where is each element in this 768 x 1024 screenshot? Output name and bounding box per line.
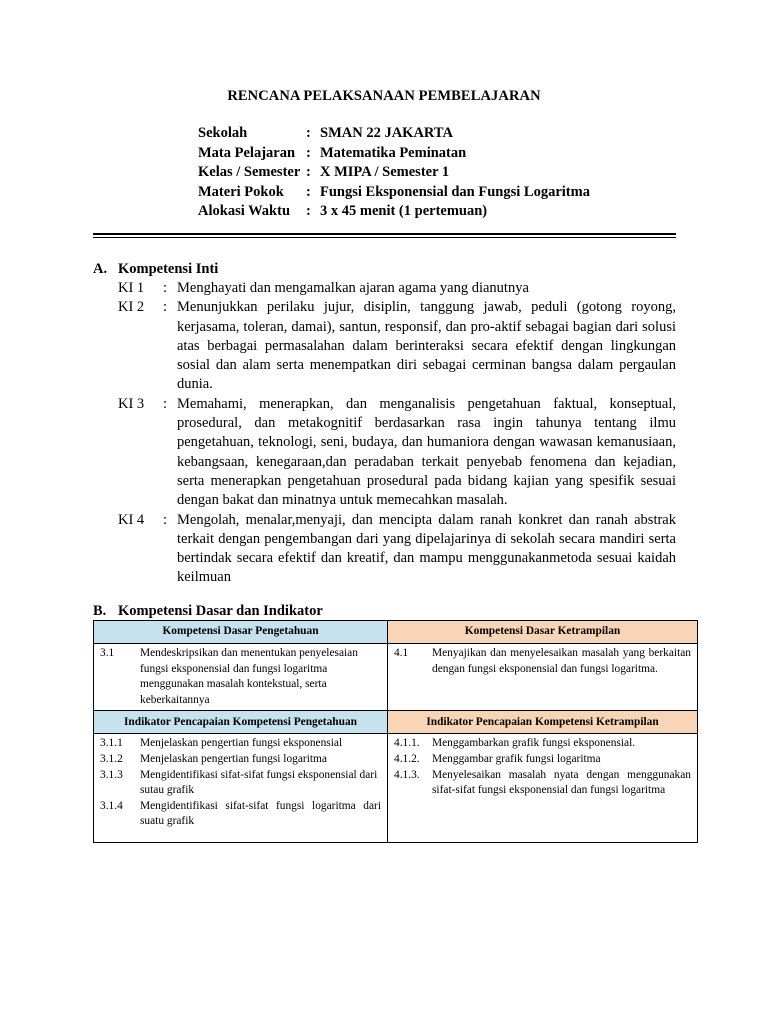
ki-label: KI 4: [118, 511, 145, 528]
table-row: [94, 734, 698, 843]
ki-text: Mengolah, menalar,menyaji, dan mencipta dalam ranah konkret dan ranah abstrak terkait dengan pengembangan dari yang dipelajarinya di sekolah secara mandiri serta bertindak secara efektif dan kreatif, dan mampu menggunakanmetoda sesuai kaidah keilmuan: [177, 511, 676, 586]
document-title: RENCANA PELAKSANAAN PEMBELAJARAN: [227, 88, 541, 104]
item-text: Menyelesaikan masalah nyata dengan menggunakan sifat-sifat fungsi eksponensial dan fungsi logaritma: [432, 768, 691, 797]
kd-ketrampilan-cell: [388, 644, 698, 711]
info-label: Mata Pelajaran: [198, 144, 296, 161]
item-text: Mengidentifikasi sifat-sifat fungsi logaritma dari suatu grafik: [140, 799, 381, 828]
ki-item: [93, 395, 676, 511]
ki-label: KI 1: [118, 280, 145, 296]
list-item: [100, 799, 381, 830]
info-colon: :: [306, 125, 311, 141]
ki-item: [93, 511, 676, 588]
info-row-sekolah: [198, 124, 590, 144]
item-text: Menggambar grafik fungsi logaritma: [432, 752, 601, 765]
ki-colon: :: [163, 299, 168, 316]
divider-thick: [93, 233, 676, 235]
list-item: [100, 768, 381, 799]
item-number: 4.1.2.: [394, 752, 420, 765]
info-value: SMAN 22 JAKARTA: [320, 125, 453, 141]
ki-colon: :: [163, 280, 168, 296]
identity-block: [198, 124, 590, 222]
ki-text: Menunjukkan perilaku jujur, disiplin, tanggung jawab, peduli (gotong royong, kerjasama, toleran, damai), santun, responsif, dan pro-aktif sebagai bagian dari solusi atas berbagai permasalahan dalam berinteraksi secara efektif dengan lingkungan sosial dan alam serta menempatkan diri sebagai cerminan bangsa dalam pergaulan dunia.: [177, 299, 676, 393]
table-row: [94, 621, 698, 644]
item-number: 4.1: [394, 647, 409, 659]
item-number: 3.1.3: [100, 768, 123, 781]
list-item: [100, 736, 381, 752]
item-text: Menjelaskan pengertian fungsi logaritma: [140, 752, 327, 765]
kd-pengetahuan-cell: [94, 644, 388, 711]
ki-label: KI 2: [118, 299, 145, 316]
ipk-pengetahuan-header: Indikator Pencapaian Kompetensi Pengetahuan: [94, 711, 388, 734]
info-colon: :: [306, 144, 311, 161]
item-text: Menjelaskan pengertian fungsi eksponensial: [140, 737, 343, 750]
section-letter: A.: [93, 261, 108, 277]
section-letter: B.: [93, 603, 107, 619]
info-row-mata-pelajaran: [198, 144, 590, 164]
table-row: [94, 644, 698, 711]
kd-ketrampilan-header: Kompetensi Dasar Ketrampilan: [388, 621, 698, 644]
section-kompetensi-inti: [93, 260, 676, 588]
table-row: [94, 711, 698, 734]
item-number: 3.1.2: [100, 752, 123, 765]
item-number: 3.1.4: [100, 799, 123, 812]
ki-item: [93, 298, 676, 394]
list-item: [100, 752, 381, 768]
ki-label: KI 3: [118, 395, 145, 412]
kd-pengetahuan-header: Kompetensi Dasar Pengetahuan: [94, 621, 388, 644]
section-title: Kompetensi Dasar dan Indikator: [118, 603, 323, 619]
item-text: Menggambarkan grafik fungsi eksponensial.: [432, 737, 636, 750]
item-text: Menyajikan dan menyelesaikan masalah yang berkaitan dengan fungsi eksponensial dan fungsi logaritma.: [432, 647, 691, 675]
ki-colon: :: [163, 395, 168, 412]
item-number: 3.1.1: [100, 737, 123, 750]
info-value: 3 x 45 menit (1 pertemuan): [320, 203, 488, 219]
info-value: Matematika Peminatan: [320, 144, 467, 161]
section-kompetensi-dasar: [93, 602, 323, 621]
divider-thin: [93, 237, 676, 238]
info-row-materi-pokok: [198, 183, 590, 203]
ipk-pengetahuan-cell: [94, 734, 388, 843]
item-text: Mengidentifikasi sifat-sifat fungsi eksponensial dari sutau grafik: [140, 768, 378, 797]
info-colon: :: [306, 183, 311, 200]
item-text: Mendeskripsikan dan menentukan penyelesaian fungsi eksponensial dan fungsi logaritma menggunakan masalah kontekstual, serta keberkaitannya: [140, 647, 358, 706]
info-label: Materi Pokok: [198, 183, 284, 200]
ki-colon: :: [163, 511, 168, 528]
list-item: [394, 646, 691, 677]
ipk-ketrampilan-header: Indikator Pencapaian Kompetensi Ketrampilan: [388, 711, 698, 734]
list-item: [100, 646, 381, 708]
info-label: Kelas / Semester: [198, 164, 301, 180]
section-heading: [93, 602, 323, 621]
item-number: 4.1.3.: [394, 768, 420, 781]
ki-item: [93, 279, 676, 298]
kompetensi-table: [93, 620, 698, 843]
list-item: [394, 768, 691, 799]
info-row-kelas-semester: [198, 163, 590, 183]
ki-text: Menghayati dan mengamalkan ajaran agama yang dianutnya: [177, 280, 529, 296]
info-label: Sekolah: [198, 125, 248, 141]
item-number: 3.1: [100, 647, 115, 659]
list-item: [394, 752, 691, 768]
info-value: Fungsi Eksponensial dan Fungsi Logaritma: [320, 183, 590, 200]
info-colon: :: [306, 203, 311, 219]
section-heading: [93, 260, 676, 279]
list-item: [394, 736, 691, 752]
info-label: Alokasi Waktu: [198, 203, 291, 219]
info-colon: :: [306, 164, 311, 180]
ki-text: Memahami, menerapkan, dan menganalisis pengetahuan faktual, konseptual, prosedural, dan metakognitif berdasarkan rasa ingin tahunya tentang ilmu pengetahuan, teknologi, seni, budaya, dan humaniora dengan wawasan kemanusiaan, kebangsaan, kenegaraan,dan peradaban terkait penyebab fenomena dan kejadian, serta menerapkan pengetahuan prosedural pada bidang kajian yang spesifik sesuai dengan bakat dan minatnya untuk memecahkan masalah.: [177, 395, 676, 509]
info-row-alokasi-waktu: [198, 202, 590, 222]
info-value: X MIPA / Semester 1: [320, 164, 450, 180]
ipk-ketrampilan-cell: [388, 734, 698, 843]
item-number: 4.1.1.: [394, 737, 420, 750]
section-title: Kompetensi Inti: [118, 261, 219, 277]
